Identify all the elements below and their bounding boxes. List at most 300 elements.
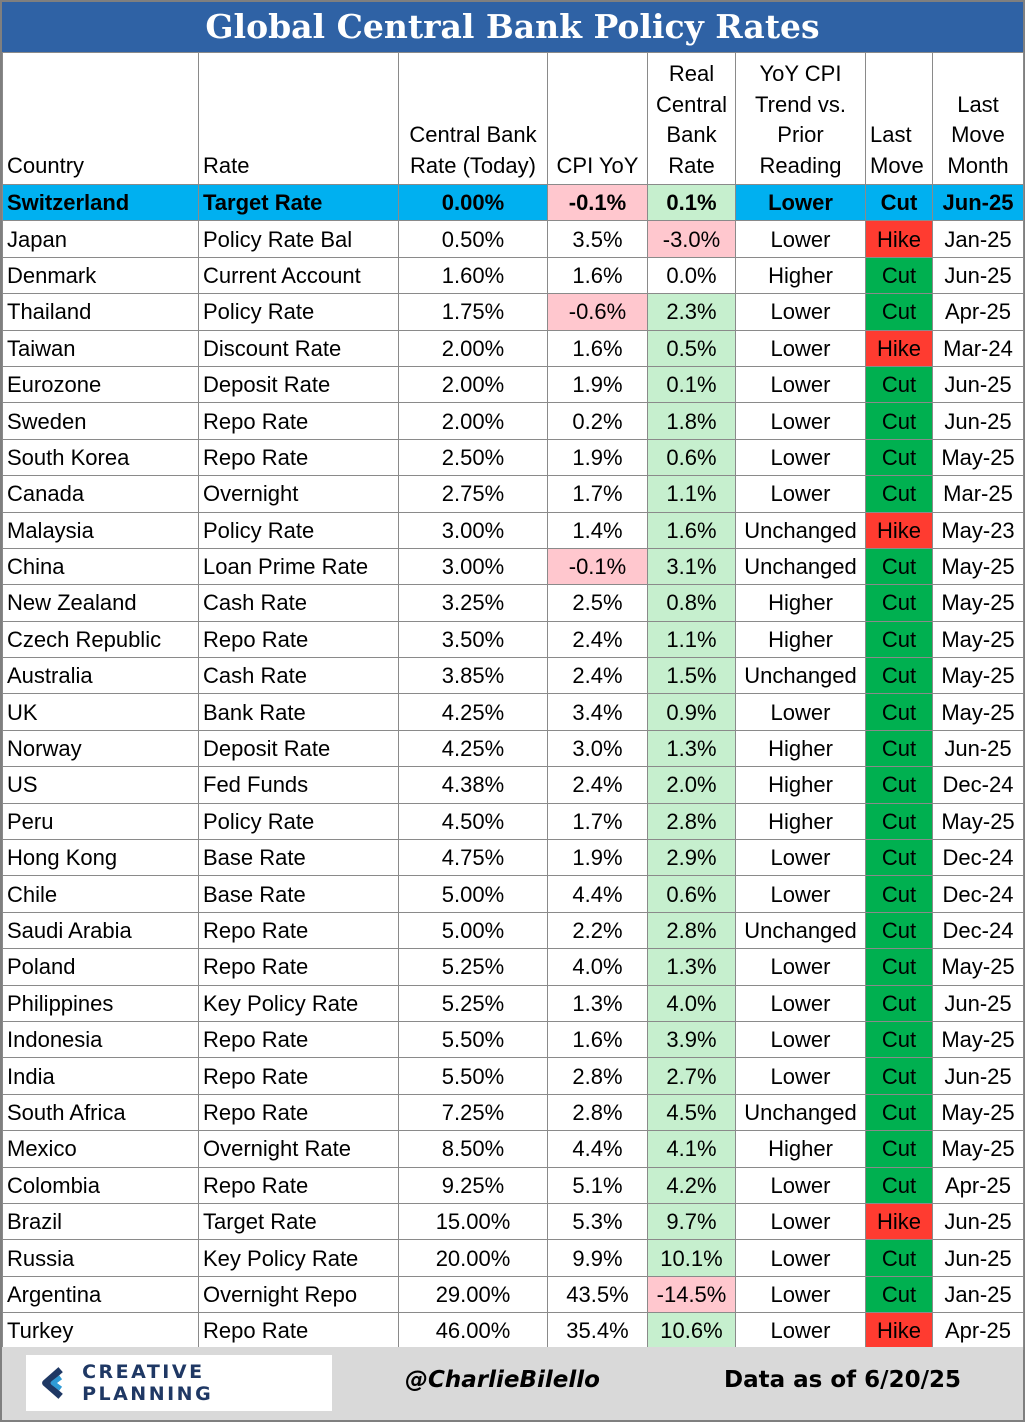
- cpi-yoy-cell: 4.4%: [548, 876, 648, 912]
- central-bank-rate-cell: 5.00%: [399, 912, 548, 948]
- table-body: [3, 185, 1024, 1350]
- cpi-trend-cell: Lower: [736, 694, 866, 730]
- last-move-month-cell: Jan-25: [933, 1276, 1024, 1312]
- country-cell: Argentina: [3, 1276, 199, 1312]
- last-move-month-cell: May-25: [933, 803, 1024, 839]
- last-move-cell: Cut: [866, 840, 933, 876]
- cpi-yoy-cell: 35.4%: [548, 1313, 648, 1349]
- last-move-month-cell: Jun-25: [933, 403, 1024, 439]
- last-move-cell: Cut: [866, 1240, 933, 1276]
- last-move-cell: Cut: [866, 1167, 933, 1203]
- rate-type-cell: Bank Rate: [199, 694, 399, 730]
- cpi-yoy-cell: 1.7%: [548, 803, 648, 839]
- table-row: [3, 548, 1024, 584]
- last-move-month-cell: May-25: [933, 658, 1024, 694]
- real-rate-cell: 0.1%: [648, 185, 736, 221]
- cpi-yoy-cell: 2.2%: [548, 912, 648, 948]
- cpi-trend-cell: Lower: [736, 1203, 866, 1239]
- last-move-cell: Cut: [866, 767, 933, 803]
- rate-type-cell: Overnight: [199, 476, 399, 512]
- rate-type-cell: Repo Rate: [199, 1313, 399, 1349]
- table-row: [3, 1313, 1024, 1349]
- cpi-trend-cell: Unchanged: [736, 1094, 866, 1130]
- cpi-trend-cell: Lower: [736, 366, 866, 402]
- cpi-trend-cell: Lower: [736, 1167, 866, 1203]
- last-move-month-cell: Dec-24: [933, 876, 1024, 912]
- cpi-trend-cell: Higher: [736, 621, 866, 657]
- cpi-yoy-cell: 0.2%: [548, 403, 648, 439]
- page-title: Global Central Bank Policy Rates: [2, 2, 1023, 52]
- last-move-cell: Cut: [866, 294, 933, 330]
- last-move-cell: Cut: [866, 585, 933, 621]
- table-row-highlighted: [3, 185, 1024, 221]
- table-row: [3, 257, 1024, 293]
- table-row: [3, 403, 1024, 439]
- cpi-yoy-cell: 2.4%: [548, 658, 648, 694]
- cpi-yoy-cell: 2.8%: [548, 1094, 648, 1130]
- cpi-yoy-cell: 1.9%: [548, 439, 648, 475]
- cpi-trend-cell: Lower: [736, 476, 866, 512]
- table-row: [3, 439, 1024, 475]
- central-bank-rate-cell: 46.00%: [399, 1313, 548, 1349]
- country-cell: Poland: [3, 949, 199, 985]
- cpi-yoy-cell: 43.5%: [548, 1276, 648, 1312]
- central-bank-rate-cell: 7.25%: [399, 1094, 548, 1130]
- country-cell: New Zealand: [3, 585, 199, 621]
- country-cell: Indonesia: [3, 1021, 199, 1057]
- rate-type-cell: Repo Rate: [199, 403, 399, 439]
- cpi-yoy-cell: 1.3%: [548, 985, 648, 1021]
- cpi-trend-cell: Unchanged: [736, 912, 866, 948]
- last-move-month-cell: Dec-24: [933, 767, 1024, 803]
- rate-type-cell: Base Rate: [199, 876, 399, 912]
- table-row: [3, 949, 1024, 985]
- cpi-yoy-cell: 2.5%: [548, 585, 648, 621]
- country-cell: Thailand: [3, 294, 199, 330]
- central-bank-rate-cell: 1.75%: [399, 294, 548, 330]
- last-move-month-cell: Jun-25: [933, 185, 1024, 221]
- rate-type-cell: Repo Rate: [199, 949, 399, 985]
- rate-type-cell: Repo Rate: [199, 1058, 399, 1094]
- rate-type-cell: Repo Rate: [199, 1021, 399, 1057]
- rate-type-cell: Repo Rate: [199, 439, 399, 475]
- last-move-cell: Hike: [866, 1313, 933, 1349]
- table-row: [3, 767, 1024, 803]
- cpi-trend-cell: Lower: [736, 876, 866, 912]
- cpi-yoy-cell: 3.0%: [548, 730, 648, 766]
- logo-text: CREATIVE PLANNING: [82, 1361, 214, 1405]
- last-move-month-cell: May-25: [933, 621, 1024, 657]
- rate-type-cell: Deposit Rate: [199, 730, 399, 766]
- real-rate-cell: 1.3%: [648, 730, 736, 766]
- rate-type-cell: Repo Rate: [199, 1167, 399, 1203]
- table-row: [3, 294, 1024, 330]
- last-move-cell: Hike: [866, 512, 933, 548]
- central-bank-rate-cell: 0.50%: [399, 221, 548, 257]
- central-bank-rate-cell: 4.38%: [399, 767, 548, 803]
- country-cell: Australia: [3, 658, 199, 694]
- last-move-cell: Cut: [866, 658, 933, 694]
- column-header-cpi-trend: YoY CPI Trend vs. Prior Reading: [736, 53, 866, 185]
- real-rate-cell: 10.1%: [648, 1240, 736, 1276]
- last-move-month-cell: Jun-25: [933, 730, 1024, 766]
- last-move-cell: Cut: [866, 403, 933, 439]
- last-move-month-cell: May-25: [933, 439, 1024, 475]
- table-row: [3, 803, 1024, 839]
- real-rate-cell: -3.0%: [648, 221, 736, 257]
- last-move-cell: Hike: [866, 221, 933, 257]
- cpi-yoy-cell: -0.1%: [548, 548, 648, 584]
- country-cell: Peru: [3, 803, 199, 839]
- last-move-cell: Cut: [866, 548, 933, 584]
- cpi-trend-cell: Unchanged: [736, 512, 866, 548]
- cpi-trend-cell: Lower: [736, 221, 866, 257]
- table-row: [3, 985, 1024, 1021]
- creative-planning-logo-icon: [34, 1363, 72, 1403]
- rate-type-cell: Repo Rate: [199, 912, 399, 948]
- real-rate-cell: 1.8%: [648, 403, 736, 439]
- column-header-central-bank-rate: Central Bank Rate (Today): [399, 53, 548, 185]
- rate-type-cell: Deposit Rate: [199, 366, 399, 402]
- table-row: [3, 730, 1024, 766]
- rate-type-cell: Discount Rate: [199, 330, 399, 366]
- central-bank-rate-cell: 2.50%: [399, 439, 548, 475]
- real-rate-cell: 4.5%: [648, 1094, 736, 1130]
- real-rate-cell: 0.6%: [648, 876, 736, 912]
- real-rate-cell: 0.5%: [648, 330, 736, 366]
- real-rate-cell: 2.8%: [648, 803, 736, 839]
- column-header-cpi-yoy: CPI YoY: [548, 53, 648, 185]
- last-move-cell: Cut: [866, 257, 933, 293]
- cpi-yoy-cell: 4.4%: [548, 1131, 648, 1167]
- central-bank-rate-cell: 5.25%: [399, 985, 548, 1021]
- real-rate-cell: 0.6%: [648, 439, 736, 475]
- last-move-month-cell: May-25: [933, 1094, 1024, 1130]
- real-rate-cell: 1.6%: [648, 512, 736, 548]
- country-cell: Hong Kong: [3, 840, 199, 876]
- table-row: [3, 694, 1024, 730]
- table-row: [3, 840, 1024, 876]
- central-bank-rate-cell: 5.00%: [399, 876, 548, 912]
- real-rate-cell: -14.5%: [648, 1276, 736, 1312]
- last-move-cell: Cut: [866, 949, 933, 985]
- column-header-last-move-month: Last Move Month: [933, 53, 1024, 185]
- cpi-trend-cell: Lower: [736, 1058, 866, 1094]
- central-bank-rate-cell: 29.00%: [399, 1276, 548, 1312]
- country-cell: Switzerland: [3, 185, 199, 221]
- table-row: [3, 1021, 1024, 1057]
- central-bank-rate-cell: 4.25%: [399, 694, 548, 730]
- rate-type-cell: Current Account: [199, 257, 399, 293]
- table-row: [3, 1203, 1024, 1239]
- last-move-month-cell: May-25: [933, 548, 1024, 584]
- rate-type-cell: Target Rate: [199, 1203, 399, 1239]
- cpi-trend-cell: Higher: [736, 257, 866, 293]
- last-move-month-cell: May-25: [933, 585, 1024, 621]
- cpi-trend-cell: Lower: [736, 1276, 866, 1312]
- cpi-trend-cell: Lower: [736, 403, 866, 439]
- rate-type-cell: Policy Rate Bal: [199, 221, 399, 257]
- cpi-yoy-cell: 3.4%: [548, 694, 648, 730]
- cpi-trend-cell: Lower: [736, 1240, 866, 1276]
- last-move-month-cell: Dec-24: [933, 912, 1024, 948]
- cpi-yoy-cell: 5.3%: [548, 1203, 648, 1239]
- rate-type-cell: Policy Rate: [199, 803, 399, 839]
- cpi-trend-cell: Unchanged: [736, 548, 866, 584]
- real-rate-cell: 3.9%: [648, 1021, 736, 1057]
- country-cell: Denmark: [3, 257, 199, 293]
- real-rate-cell: 2.0%: [648, 767, 736, 803]
- cpi-trend-cell: Unchanged: [736, 658, 866, 694]
- cpi-trend-cell: Higher: [736, 1131, 866, 1167]
- real-rate-cell: 1.5%: [648, 658, 736, 694]
- last-move-cell: Cut: [866, 803, 933, 839]
- country-cell: Norway: [3, 730, 199, 766]
- rate-type-cell: Fed Funds: [199, 767, 399, 803]
- rate-type-cell: Cash Rate: [199, 658, 399, 694]
- real-rate-cell: 3.1%: [648, 548, 736, 584]
- last-move-month-cell: May-25: [933, 1021, 1024, 1057]
- last-move-month-cell: May-23: [933, 512, 1024, 548]
- cpi-yoy-cell: 1.9%: [548, 366, 648, 402]
- cpi-yoy-cell: 1.6%: [548, 257, 648, 293]
- column-header-last-move: Last Move: [866, 53, 933, 185]
- rate-type-cell: Loan Prime Rate: [199, 548, 399, 584]
- cpi-trend-cell: Lower: [736, 439, 866, 475]
- last-move-cell: Cut: [866, 439, 933, 475]
- data-as-of-date: Data as of 6/20/25: [724, 1367, 961, 1393]
- country-cell: Sweden: [3, 403, 199, 439]
- table-row: [3, 366, 1024, 402]
- cpi-yoy-cell: 3.5%: [548, 221, 648, 257]
- last-move-month-cell: Dec-24: [933, 840, 1024, 876]
- last-move-cell: Cut: [866, 366, 933, 402]
- cpi-trend-cell: Higher: [736, 730, 866, 766]
- central-bank-rate-cell: 4.25%: [399, 730, 548, 766]
- cpi-trend-cell: Lower: [736, 294, 866, 330]
- last-move-month-cell: Jun-25: [933, 1240, 1024, 1276]
- table-row: [3, 912, 1024, 948]
- last-move-cell: Cut: [866, 694, 933, 730]
- last-move-month-cell: Apr-25: [933, 1313, 1024, 1349]
- country-cell: Russia: [3, 1240, 199, 1276]
- column-header-country: Country: [3, 53, 199, 185]
- real-rate-cell: 0.9%: [648, 694, 736, 730]
- table-row: [3, 1167, 1024, 1203]
- last-move-cell: Cut: [866, 621, 933, 657]
- last-move-cell: Cut: [866, 185, 933, 221]
- table-row: [3, 1094, 1024, 1130]
- table-row: [3, 585, 1024, 621]
- cpi-trend-cell: Lower: [736, 840, 866, 876]
- cpi-yoy-cell: 2.8%: [548, 1058, 648, 1094]
- central-bank-rate-cell: 8.50%: [399, 1131, 548, 1167]
- real-rate-cell: 2.7%: [648, 1058, 736, 1094]
- last-move-cell: Cut: [866, 985, 933, 1021]
- real-rate-cell: 2.8%: [648, 912, 736, 948]
- last-move-month-cell: May-25: [933, 694, 1024, 730]
- table-row: [3, 221, 1024, 257]
- cpi-trend-cell: Lower: [736, 1313, 866, 1349]
- real-rate-cell: 2.3%: [648, 294, 736, 330]
- last-move-cell: Cut: [866, 730, 933, 766]
- central-bank-rate-cell: 3.00%: [399, 548, 548, 584]
- country-cell: Philippines: [3, 985, 199, 1021]
- cpi-yoy-cell: -0.6%: [548, 294, 648, 330]
- central-bank-rate-cell: 3.85%: [399, 658, 548, 694]
- real-rate-cell: 0.8%: [648, 585, 736, 621]
- central-bank-rate-cell: 2.00%: [399, 330, 548, 366]
- rate-type-cell: Cash Rate: [199, 585, 399, 621]
- last-move-cell: Hike: [866, 1203, 933, 1239]
- table-row: [3, 1131, 1024, 1167]
- cpi-yoy-cell: 1.7%: [548, 476, 648, 512]
- last-move-month-cell: Jun-25: [933, 1203, 1024, 1239]
- central-bank-rate-cell: 1.60%: [399, 257, 548, 293]
- central-bank-rate-cell: 0.00%: [399, 185, 548, 221]
- last-move-month-cell: May-25: [933, 1131, 1024, 1167]
- rate-type-cell: Overnight Rate: [199, 1131, 399, 1167]
- country-cell: South Africa: [3, 1094, 199, 1130]
- country-cell: Japan: [3, 221, 199, 257]
- real-rate-cell: 10.6%: [648, 1313, 736, 1349]
- cpi-yoy-cell: 4.0%: [548, 949, 648, 985]
- cpi-yoy-cell: 2.4%: [548, 767, 648, 803]
- column-header-rate: Rate: [199, 53, 399, 185]
- cpi-yoy-cell: -0.1%: [548, 185, 648, 221]
- cpi-trend-cell: Lower: [736, 185, 866, 221]
- central-bank-rate-cell: 9.25%: [399, 1167, 548, 1203]
- central-bank-rate-cell: 4.50%: [399, 803, 548, 839]
- country-cell: Mexico: [3, 1131, 199, 1167]
- central-bank-rate-cell: 4.75%: [399, 840, 548, 876]
- central-bank-rate-cell: 2.00%: [399, 366, 548, 402]
- cpi-yoy-cell: 1.6%: [548, 330, 648, 366]
- last-move-month-cell: Mar-24: [933, 330, 1024, 366]
- cpi-trend-cell: Lower: [736, 1021, 866, 1057]
- table-row: [3, 512, 1024, 548]
- last-move-cell: Cut: [866, 1131, 933, 1167]
- last-move-month-cell: Mar-25: [933, 476, 1024, 512]
- cpi-trend-cell: Higher: [736, 803, 866, 839]
- real-rate-cell: 4.2%: [648, 1167, 736, 1203]
- cpi-trend-cell: Lower: [736, 330, 866, 366]
- cpi-yoy-cell: 1.9%: [548, 840, 648, 876]
- policy-rates-table: [2, 52, 1024, 1350]
- country-cell: Chile: [3, 876, 199, 912]
- column-header-real-rate: Real Central Bank Rate: [648, 53, 736, 185]
- last-move-cell: Cut: [866, 1021, 933, 1057]
- central-bank-rate-cell: 3.25%: [399, 585, 548, 621]
- central-bank-rate-cell: 2.75%: [399, 476, 548, 512]
- central-bank-rate-cell: 15.00%: [399, 1203, 548, 1239]
- central-bank-rate-cell: 3.50%: [399, 621, 548, 657]
- rate-type-cell: Policy Rate: [199, 512, 399, 548]
- author-handle: @CharlieBilello: [405, 1367, 600, 1393]
- last-move-cell: Cut: [866, 912, 933, 948]
- last-move-cell: Cut: [866, 476, 933, 512]
- cpi-yoy-cell: 5.1%: [548, 1167, 648, 1203]
- creative-planning-logo: [26, 1355, 332, 1411]
- table-row: [3, 330, 1024, 366]
- last-move-month-cell: Jun-25: [933, 1058, 1024, 1094]
- country-cell: UK: [3, 694, 199, 730]
- cpi-trend-cell: Lower: [736, 985, 866, 1021]
- header-row: [3, 53, 1024, 185]
- country-cell: Czech Republic: [3, 621, 199, 657]
- table-row: [3, 658, 1024, 694]
- last-move-cell: Cut: [866, 876, 933, 912]
- last-move-month-cell: Apr-25: [933, 1167, 1024, 1203]
- central-bank-rate-cell: 3.00%: [399, 512, 548, 548]
- country-cell: Brazil: [3, 1203, 199, 1239]
- cpi-trend-cell: Lower: [736, 949, 866, 985]
- rate-type-cell: Repo Rate: [199, 621, 399, 657]
- country-cell: Colombia: [3, 1167, 199, 1203]
- real-rate-cell: 4.0%: [648, 985, 736, 1021]
- rate-type-cell: Key Policy Rate: [199, 1240, 399, 1276]
- real-rate-cell: 1.3%: [648, 949, 736, 985]
- country-cell: India: [3, 1058, 199, 1094]
- rate-type-cell: Overnight Repo: [199, 1276, 399, 1312]
- cpi-yoy-cell: 2.4%: [548, 621, 648, 657]
- rate-type-cell: Base Rate: [199, 840, 399, 876]
- footer: [2, 1347, 1023, 1420]
- table-row: [3, 876, 1024, 912]
- last-move-cell: Cut: [866, 1094, 933, 1130]
- rate-type-cell: Target Rate: [199, 185, 399, 221]
- last-move-month-cell: Apr-25: [933, 294, 1024, 330]
- central-bank-rate-cell: 5.50%: [399, 1058, 548, 1094]
- last-move-month-cell: Jun-25: [933, 257, 1024, 293]
- last-move-cell: Cut: [866, 1276, 933, 1312]
- country-cell: South Korea: [3, 439, 199, 475]
- table-row: [3, 476, 1024, 512]
- real-rate-cell: 9.7%: [648, 1203, 736, 1239]
- country-cell: China: [3, 548, 199, 584]
- last-move-month-cell: Jun-25: [933, 366, 1024, 402]
- real-rate-cell: 4.1%: [648, 1131, 736, 1167]
- cpi-trend-cell: Higher: [736, 767, 866, 803]
- real-rate-cell: 1.1%: [648, 476, 736, 512]
- country-cell: Taiwan: [3, 330, 199, 366]
- rate-type-cell: Repo Rate: [199, 1094, 399, 1130]
- cpi-yoy-cell: 1.4%: [548, 512, 648, 548]
- real-rate-cell: 0.1%: [648, 366, 736, 402]
- real-rate-cell: 0.0%: [648, 257, 736, 293]
- central-bank-rate-cell: 5.25%: [399, 949, 548, 985]
- real-rate-cell: 1.1%: [648, 621, 736, 657]
- last-move-cell: Cut: [866, 1058, 933, 1094]
- last-move-cell: Hike: [866, 330, 933, 366]
- table-row: [3, 1240, 1024, 1276]
- central-bank-rate-cell: 20.00%: [399, 1240, 548, 1276]
- country-cell: Canada: [3, 476, 199, 512]
- last-move-month-cell: May-25: [933, 949, 1024, 985]
- country-cell: Malaysia: [3, 512, 199, 548]
- table-row: [3, 621, 1024, 657]
- rate-type-cell: Key Policy Rate: [199, 985, 399, 1021]
- central-bank-rate-cell: 5.50%: [399, 1021, 548, 1057]
- cpi-yoy-cell: 1.6%: [548, 1021, 648, 1057]
- country-cell: Saudi Arabia: [3, 912, 199, 948]
- cpi-trend-cell: Higher: [736, 585, 866, 621]
- country-cell: US: [3, 767, 199, 803]
- cpi-yoy-cell: 9.9%: [548, 1240, 648, 1276]
- last-move-month-cell: Jan-25: [933, 221, 1024, 257]
- country-cell: Turkey: [3, 1313, 199, 1349]
- last-move-month-cell: Jun-25: [933, 985, 1024, 1021]
